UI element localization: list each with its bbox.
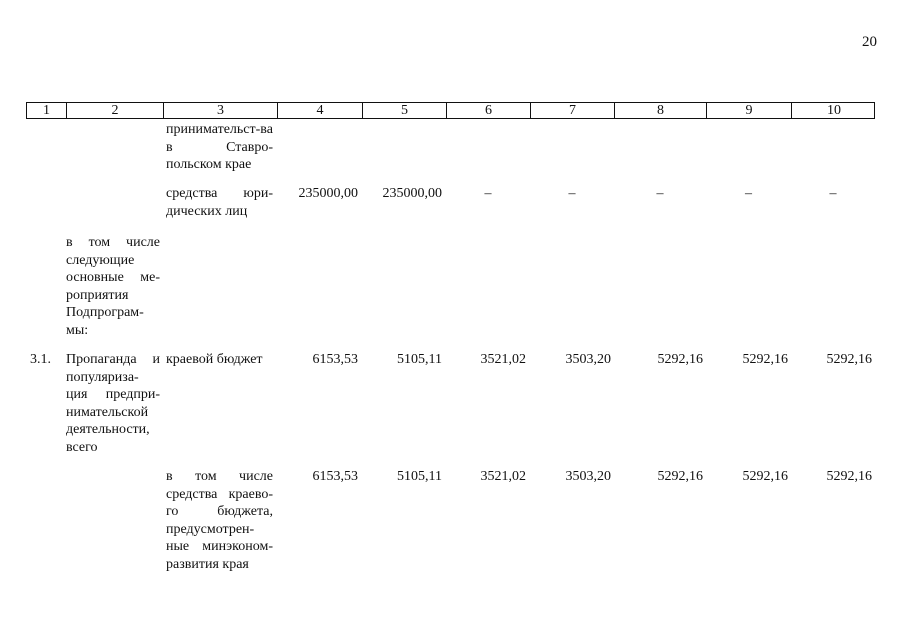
row-4-value-7: 3503,20 xyxy=(565,469,611,484)
table-header-row xyxy=(26,102,875,119)
header-cell-4: 4 xyxy=(278,103,363,118)
header-cell-3: 3 xyxy=(164,103,278,118)
header-cell-8: 8 xyxy=(615,103,707,118)
row-1-value-8: – xyxy=(656,186,664,201)
row-1-value-5: 235000,00 xyxy=(382,186,442,201)
row-1-value-10: – xyxy=(829,186,837,201)
row-3-index: 3.1. xyxy=(30,352,51,367)
row-4-col3: в том числе средства краево-го бюджета, предусмотрен-ные минэконом-развития края xyxy=(166,469,273,572)
row-4-value-9: 5292,16 xyxy=(742,469,788,484)
row-1-col3: средства юри-дических лиц xyxy=(166,186,273,219)
row-1-value-4: 235000,00 xyxy=(298,186,358,201)
row-4-value-10: 5292,16 xyxy=(826,469,872,484)
row-3-value-8: 5292,16 xyxy=(657,352,703,367)
row-1-value-6: – xyxy=(484,186,492,201)
page-number: 20 xyxy=(862,34,877,50)
row-4-value-4: 6153,53 xyxy=(312,469,358,484)
row-3-col2: Пропаганда и популяриза-ция предпри-нимательской деятельности, всего xyxy=(66,352,160,455)
row-3-value-4: 6153,53 xyxy=(312,352,358,367)
row-0-col3: принимательст-ва в Ставро-польском крае xyxy=(166,122,273,172)
header-cell-10: 10 xyxy=(827,103,841,118)
row-4-value-5: 5105,11 xyxy=(397,469,442,484)
row-3-value-5: 5105,11 xyxy=(397,352,442,367)
row-3-value-10: 5292,16 xyxy=(826,352,872,367)
row-2-col2: в том числе следующие основные ме-роприятия Подпрограм-мы: xyxy=(66,235,160,338)
row-3-value-9: 5292,16 xyxy=(742,352,788,367)
header-cell-2: 2 xyxy=(67,103,164,118)
header-cell-5: 5 xyxy=(363,103,447,118)
header-cell-7: 7 xyxy=(531,103,615,118)
row-1-value-9: – xyxy=(745,186,752,201)
header-cell-6: 6 xyxy=(447,103,531,118)
row-3-col3: краевой бюджет xyxy=(166,352,263,367)
row-4-value-6: 3521,02 xyxy=(480,469,526,484)
row-1-value-7: – xyxy=(568,186,576,201)
row-4-value-8: 5292,16 xyxy=(657,469,703,484)
row-3-value-6: 3521,02 xyxy=(480,352,526,367)
header-cell-9: 9 xyxy=(707,103,792,118)
row-3-value-7: 3503,20 xyxy=(565,352,611,367)
header-cell-1: 1 xyxy=(27,103,67,118)
